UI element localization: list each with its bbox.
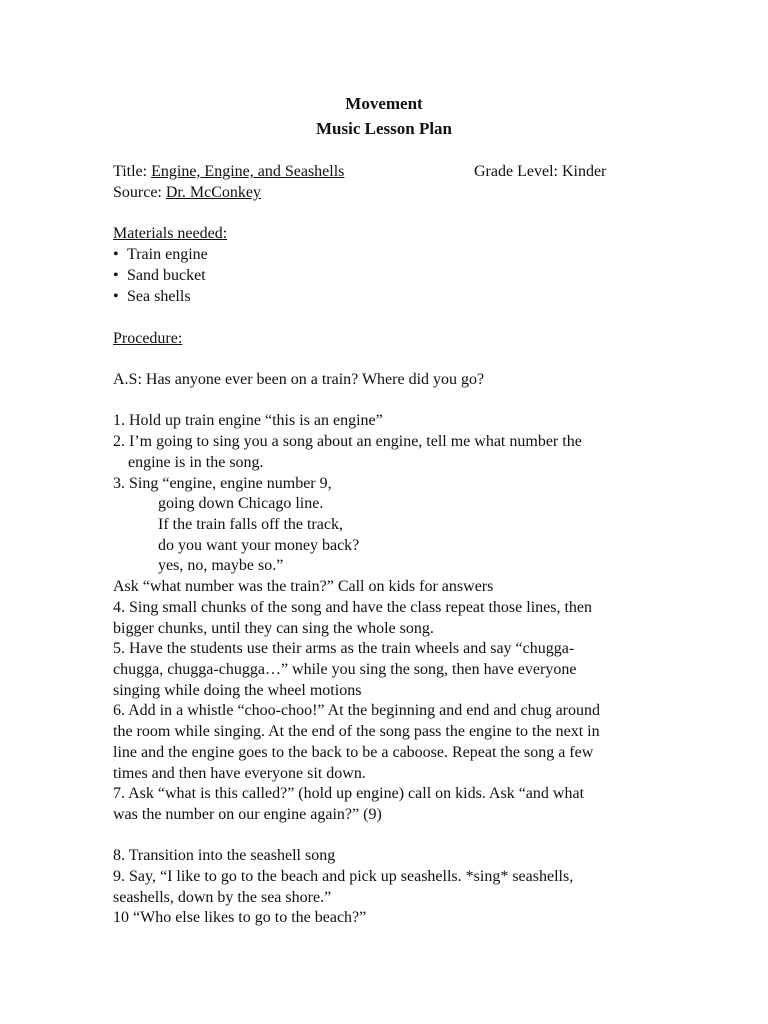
material-text: Train engine (127, 246, 208, 263)
procedure-line: engine is in the song. (128, 454, 264, 471)
title-label: Title: (113, 163, 148, 180)
procedure-line: the room while singing. At the end of the song pass the engine to the next in (113, 723, 600, 740)
procedure-line: seashells, down by the sea shore.” (113, 889, 332, 906)
title-field (113, 162, 344, 182)
procedure-line: 1. Hold up train engine “this is an engine” (113, 412, 383, 429)
song-lyric-line: going down Chicago line. (158, 495, 324, 512)
procedure-line: Ask “what number was the train?” Call on kids for answers (113, 578, 494, 595)
song-lyric-line: If the train falls off the track, (158, 516, 343, 533)
material-text: Sand bucket (127, 267, 206, 284)
grade-level: Grade Level: Kinder (474, 163, 607, 180)
procedure-line: 8. Transition into the seashell song (113, 847, 336, 864)
material-text: Sea shells (127, 288, 191, 305)
material-item (113, 266, 206, 286)
procedure-line: 2. I’m going to sing you a song about an engine, tell me what number the (113, 433, 582, 450)
procedure-line: 9. Say, “I like to go to the beach and pick up seashells. *sing* seashells, (113, 868, 574, 885)
material-item (113, 245, 208, 265)
material-item (113, 287, 191, 307)
procedure-line: 5. Have the students use their arms as the train wheels and say “chugga- (113, 640, 575, 657)
song-lyric-line: do you want your money back? (158, 537, 360, 554)
title-value: Engine, Engine, and Seashells (151, 163, 345, 180)
procedure-line: was the number on our engine again?” (9) (113, 806, 382, 823)
song-lyric-line: yes, no, maybe so.” (158, 557, 284, 574)
source-value: Dr. McConkey (165, 184, 261, 201)
procedure-line: 3. Sing “engine, engine number 9, (113, 475, 332, 492)
procedure-line: 4. Sing small chunks of the song and have the class repeat those lines, then (113, 599, 593, 616)
bullet-icon: • (113, 267, 119, 284)
procedure-line: 6. Add in a whistle “choo-choo!” At the beginning and end and chug around (113, 702, 600, 719)
procedure-line: times and then have everyone sit down. (113, 765, 366, 782)
procedure-line: line and the engine goes to the back to be a caboose. Repeat the song a few (113, 744, 594, 761)
bullet-icon: • (113, 246, 119, 263)
procedure-line: chugga, chugga-chugga…” while you sing the song, then have everyone (113, 661, 577, 678)
procedure-line: A.S: Has anyone ever been on a train? Where did you go? (113, 371, 485, 388)
procedure-line: bigger chunks, until they can sing the whole song. (113, 620, 434, 637)
procedure-line: singing while doing the wheel motions (113, 682, 362, 699)
document-title: Movement (345, 94, 423, 113)
procedure-line: 10 “Who else likes to go to the beach?” (113, 909, 367, 926)
source-field (113, 183, 261, 203)
procedure-heading: Procedure: (113, 330, 183, 347)
source-label: Source: (113, 184, 162, 201)
procedure-line: 7. Ask “what is this called?” (hold up engine) call on kids. Ask “and what (113, 785, 585, 802)
bullet-icon: • (113, 288, 119, 305)
materials-heading: Materials needed: (113, 225, 228, 242)
document-subtitle: Music Lesson Plan (315, 119, 453, 138)
